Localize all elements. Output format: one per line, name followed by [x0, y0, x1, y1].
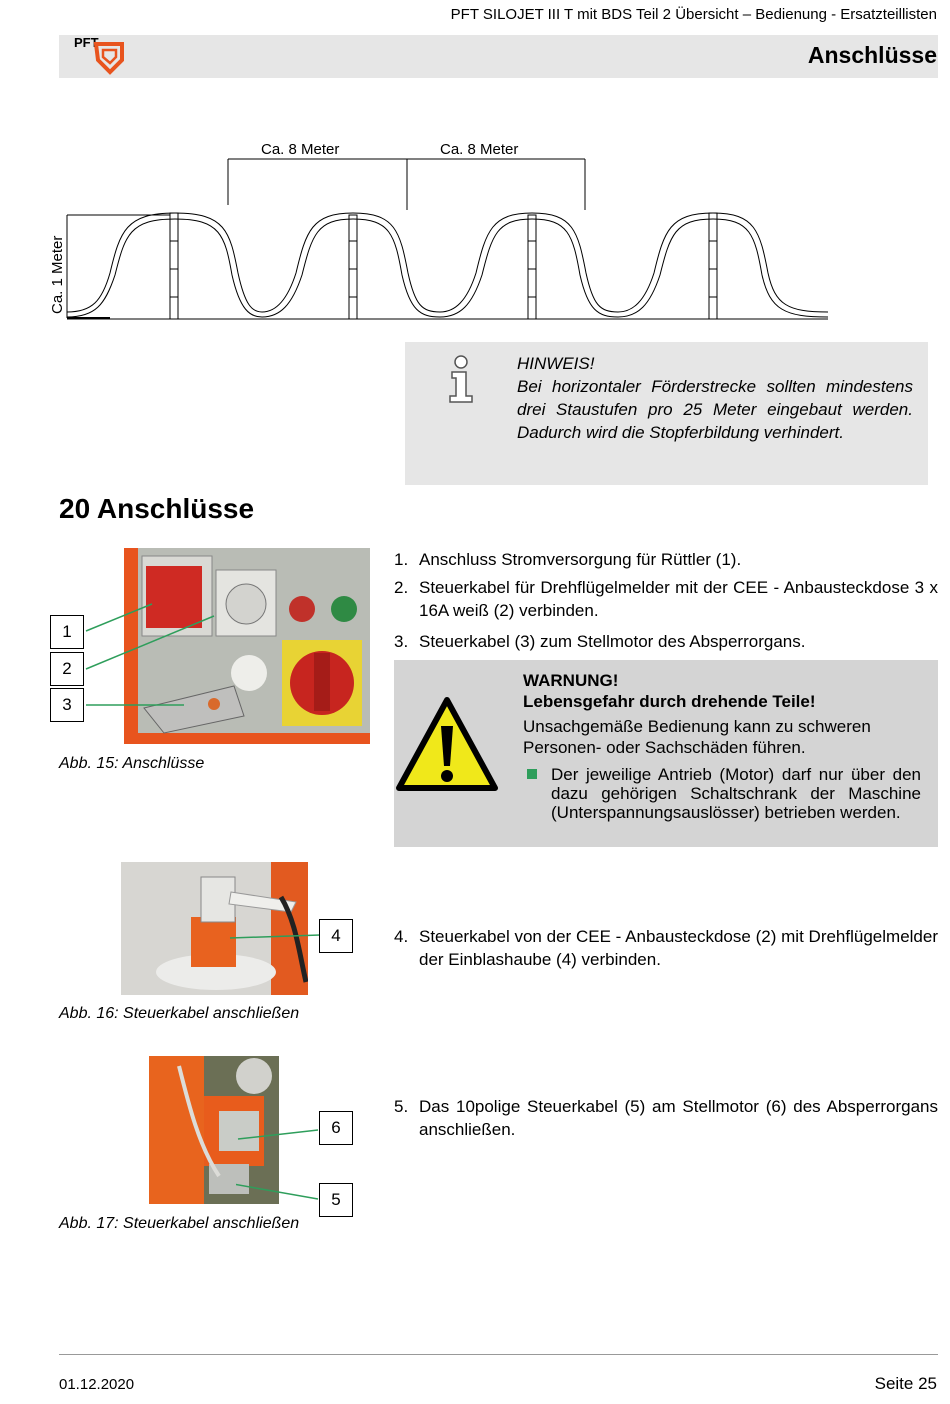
- callout-5: 5: [319, 1183, 353, 1217]
- footer-date: 01.12.2020: [59, 1376, 135, 1393]
- bullet-square-icon: [527, 769, 537, 779]
- callout-4: 4: [319, 919, 353, 953]
- page-number: Seite 25: [874, 1374, 937, 1393]
- section-heading: Anschlüsse: [807, 42, 937, 68]
- hinweis-body: Bei horizontaler Förderstrecke sollten mindestens drei Staustufen pro 25 Meter eingebaut werden. Dadurch wird die Stopferbildung verhindert.: [517, 377, 913, 442]
- steps-list-3: 5. Das 10polige Steuerkabel (5) am Stellmotor (6) des Absperrorgans anschließen.: [394, 1097, 938, 1139]
- warning-text: [523, 670, 923, 758]
- header-bar: [59, 35, 938, 78]
- span-label-right: Ca. 8 Meter: [440, 141, 519, 158]
- steps-list-2: 4. Steuerkabel von der CEE - Anbausteckdose (2) mit Drehflügelmelder der Einblashaube (4) verbinden.: [394, 927, 938, 969]
- svg-text:PFT: PFT: [74, 35, 99, 50]
- figure-17-caption: Abb. 17: Steuerkabel anschließen: [59, 1215, 300, 1232]
- callout-leader-fig16: [228, 925, 328, 945]
- warning-body: Unsachgemäße Bedienung kann zu schweren Personen- oder Sachschäden führen.: [523, 717, 871, 757]
- callout-leaders-fig15: [84, 590, 224, 720]
- pft-logo: [72, 34, 126, 76]
- document-title: PFT SILOJET III T mit BDS Teil 2 Übersicht – Bedienung - Ersatzteillisten: [450, 6, 937, 23]
- chapter-title: 20 Anschlüsse: [59, 493, 255, 524]
- warning-triangle-icon: [395, 696, 499, 794]
- height-label: Ca. 1 Meter: [49, 235, 66, 314]
- hinweis-text: [517, 352, 913, 444]
- steps-list-1: 1. Anschluss Stromversorgung für Rüttler (1). 2. Steuerkabel für Drehflügelmelder mit der CEE - Anbausteckdose 3 x 16A weiß (2) verbinden. 3. Steuerkabel (3) zum Stellmotor des Absperrorgans.: [394, 550, 938, 651]
- footer-divider: [59, 1354, 938, 1355]
- warning-bullet: Der jeweilige Antrieb (Motor) darf nur über den dazu gehörigen Schaltschrank der Maschine (Unterspannungsauslösser) betrieben werden.: [551, 765, 921, 822]
- warning-title: WARNUNG!: [523, 671, 619, 690]
- warning-subtitle: Lebensgefahr durch drehende Teile!: [523, 692, 816, 711]
- callout-leaders-fig17: [236, 1125, 326, 1205]
- span-label-left: Ca. 8 Meter: [261, 141, 340, 158]
- callout-1: 1: [50, 615, 84, 649]
- conveyor-layout-diagram: [40, 135, 840, 330]
- info-icon: [446, 354, 476, 404]
- callout-6: 6: [319, 1111, 353, 1145]
- figure-15-caption: Abb. 15: Anschlüsse: [59, 755, 205, 772]
- hinweis-title: HINWEIS!: [517, 354, 595, 373]
- callout-3: 3: [50, 688, 84, 722]
- figure-16-caption: Abb. 16: Steuerkabel anschließen: [59, 1005, 300, 1022]
- callout-2: 2: [50, 652, 84, 686]
